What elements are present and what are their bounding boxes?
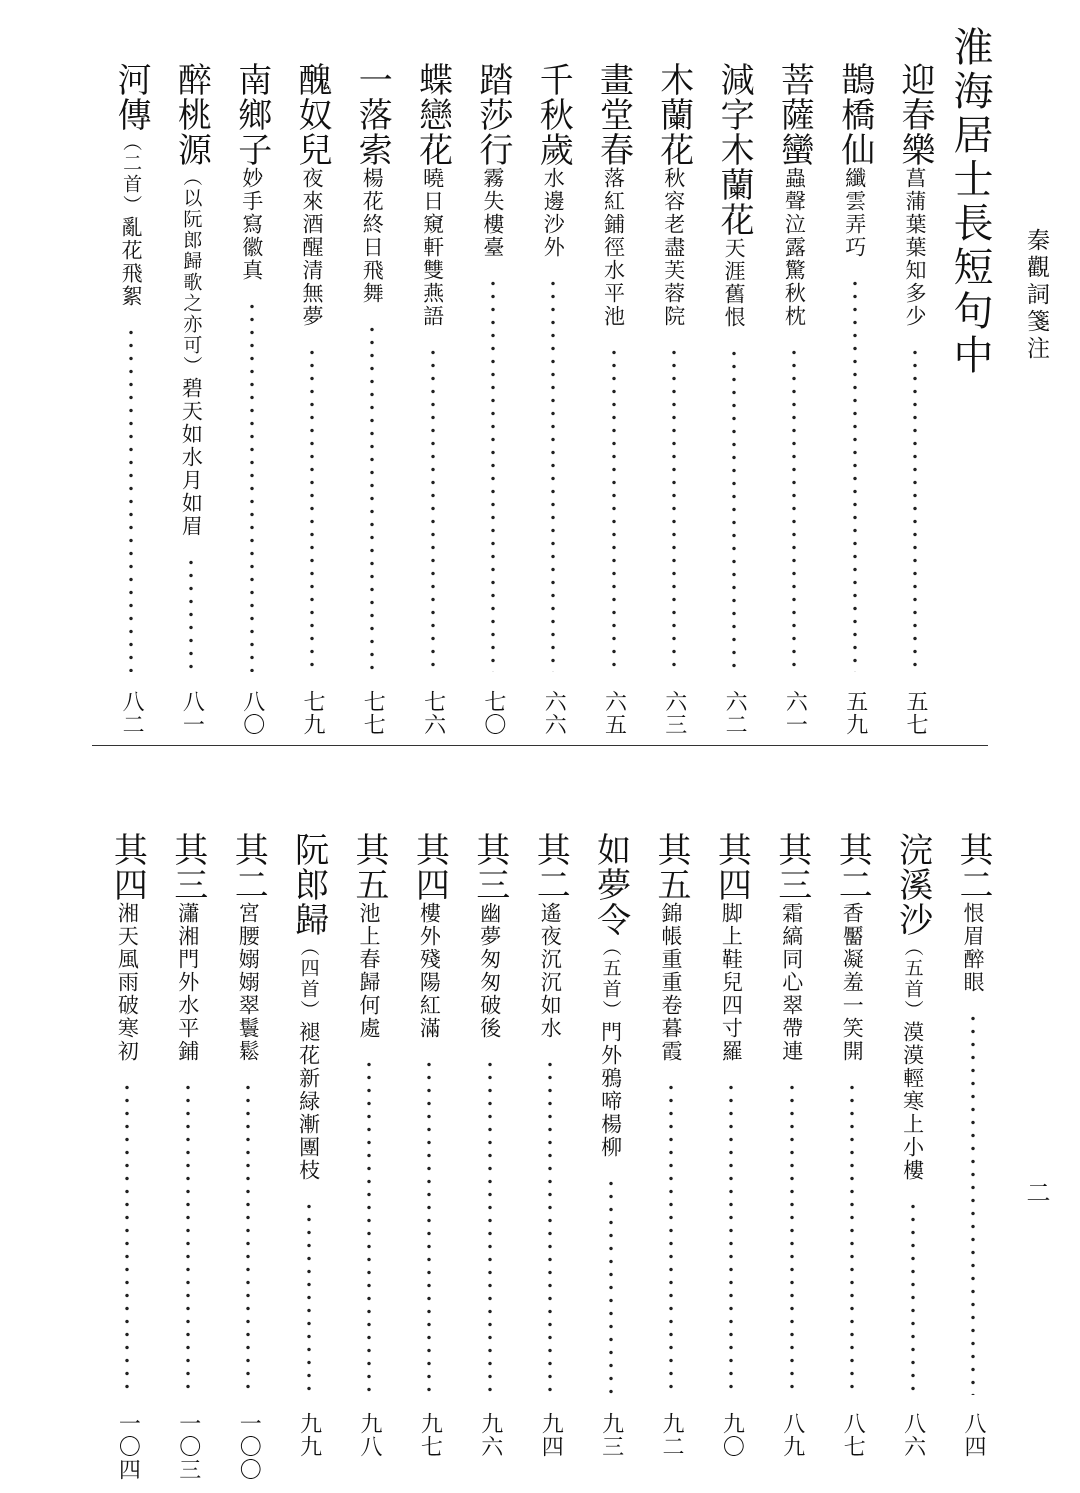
toc-entry[interactable]	[467, 0, 513, 1493]
entry-first-line: 水邊沙外	[541, 167, 566, 259]
entry-page-number: 九三	[598, 1412, 624, 1458]
toc-entry[interactable]	[346, 0, 392, 1493]
entry-first-line: 遙夜沉沉如水	[538, 902, 563, 1040]
toc-entry[interactable]	[104, 0, 150, 1493]
toc-entry-text	[527, 832, 573, 1040]
entry-title: 畫堂春	[593, 62, 634, 167]
entry-page-number: 九二	[659, 1412, 684, 1458]
entry-first-line: 幽夢匆匆破後	[477, 902, 502, 1040]
entry-first-line: 宮腰嫋嫋翠鬟鬆	[236, 902, 261, 1063]
entry-page-number: 九九	[296, 1412, 322, 1458]
toc-entry[interactable]	[527, 0, 573, 1493]
entry-first-line: 妙手寫徽真	[239, 167, 264, 282]
entry-page-number: 六五	[601, 690, 627, 736]
toc-entry[interactable]	[286, 0, 332, 1493]
entry-title: 其二	[953, 832, 993, 902]
entry-title: 鵲橋仙	[834, 62, 875, 167]
entry-page-number: 八四	[961, 1412, 986, 1458]
entry-page-number: 七六	[420, 690, 446, 736]
entry-title: 減字木蘭花	[714, 62, 755, 237]
entry-first-line: 天涯舊恨	[722, 237, 747, 329]
entry-title: 其五	[349, 832, 389, 902]
entry-title: 其三	[771, 832, 812, 902]
dot-leader	[911, 1200, 915, 1395]
entry-page-number: 八二	[119, 690, 145, 736]
entry-page-number: 九六	[477, 1412, 503, 1458]
entry-first-line: 門外鴉啼楊柳	[598, 1021, 623, 1159]
toc-entry[interactable]	[769, 0, 815, 1493]
entry-title: 阮郎歸	[288, 832, 329, 937]
entry-first-line: 亂花飛絮	[119, 216, 144, 308]
entry-first-line: 香靨凝羞一笑開	[840, 902, 865, 1063]
entry-page-number: 七〇	[480, 690, 506, 736]
entry-page-number: 六三	[661, 690, 687, 736]
toc-entry[interactable]	[890, 0, 936, 1493]
entry-page-number: 五九	[842, 690, 868, 736]
running-header: 秦觀詞箋注	[1023, 228, 1049, 363]
entry-first-line: 夜來酒醒清無夢	[300, 167, 324, 328]
dot-leader	[427, 1058, 431, 1395]
entry-paren-note: （五首）	[901, 937, 924, 1021]
entry-page-number: 六六	[541, 690, 567, 736]
entry-title: 蝶戀花	[412, 62, 453, 167]
toc-entry-text	[950, 832, 996, 994]
entry-page-number: 八七	[840, 1412, 866, 1458]
section-title: 淮海居士長短句中	[947, 26, 993, 378]
dot-leader	[609, 1177, 613, 1395]
toc-entry[interactable]	[950, 0, 996, 1493]
toc-entry[interactable]	[406, 0, 452, 1493]
entry-paren-note: （以阮郎歸歌之亦可）	[180, 167, 203, 377]
entry-first-line: 脚上鞋兒四寸羅	[719, 902, 744, 1063]
entry-title: 踏莎行	[472, 62, 513, 167]
entry-first-line: 蟲聲泣露驚秋枕	[782, 167, 807, 328]
dot-leader	[548, 1058, 552, 1395]
entry-title: 菩薩蠻	[774, 62, 815, 167]
entry-first-line: 菖蒲葉葉知多少	[903, 167, 927, 328]
entry-first-line: 楊花終日飛舞	[360, 167, 385, 305]
toc-entry-text	[648, 832, 694, 1063]
entry-first-line: 秋容老盡芙蓉院	[661, 167, 686, 328]
toc-entry-text	[406, 832, 452, 1040]
toc-entry-text	[829, 832, 875, 1063]
entry-first-line: 纖雲弄巧	[842, 167, 867, 259]
entry-title: 其三	[167, 832, 208, 902]
toc-entry-text	[708, 832, 754, 1063]
entry-page-number: 八一	[179, 690, 205, 736]
entry-first-line: 樓外殘陽紅滿	[417, 902, 442, 1040]
entry-first-line: 落紅鋪徑水平池	[601, 167, 626, 328]
entry-page-number: 八〇	[239, 690, 265, 736]
toc-entry-text	[165, 832, 211, 1063]
entry-page-number: 六一	[782, 690, 808, 736]
entry-title: 浣溪沙	[892, 832, 933, 937]
page-number: 二	[1022, 1180, 1050, 1204]
entry-title: 其二	[228, 832, 269, 902]
entry-page-number: 一〇三	[175, 1412, 201, 1481]
toc-entry[interactable]	[225, 0, 271, 1493]
entry-page-number: 九八	[357, 1412, 382, 1458]
entry-first-line: 霧失樓臺	[480, 167, 505, 259]
dot-leader	[307, 1200, 311, 1395]
entry-page-number: 一〇四	[115, 1412, 141, 1481]
entry-title: 醜奴兒	[292, 62, 332, 167]
entry-page-number: 九四	[538, 1412, 564, 1458]
entry-paren-note: （四首）	[297, 937, 320, 1021]
toc-entry[interactable]	[165, 0, 211, 1493]
entry-page-number: 九〇	[719, 1412, 745, 1458]
entry-page-number: 一〇〇	[236, 1412, 262, 1481]
entry-title: 其四	[107, 832, 148, 902]
entry-first-line: 霜縞同心翠帶連	[779, 902, 804, 1063]
entry-title: 其四	[711, 832, 752, 902]
entry-page-number: 七九	[300, 690, 325, 736]
toc-entry[interactable]	[829, 0, 875, 1493]
entry-title: 醉桃源	[171, 62, 212, 167]
entry-page-number: 五七	[903, 690, 928, 736]
entry-title: 一落索	[352, 62, 393, 167]
entry-page-number: 九七	[417, 1412, 443, 1458]
dot-leader	[729, 1081, 733, 1395]
entry-title: 迎春樂	[895, 62, 935, 167]
dot-leader	[246, 1081, 250, 1395]
entry-first-line: 瀟湘門外水平鋪	[175, 902, 200, 1063]
toc-entry[interactable]	[708, 0, 754, 1493]
entry-first-line: 褪花新緑漸團枝	[296, 1021, 321, 1182]
dot-leader	[125, 1081, 129, 1395]
toc-entry-text	[588, 832, 634, 1159]
entry-title: 其四	[409, 832, 450, 902]
dot-leader	[971, 1012, 975, 1395]
toc-entry-text	[769, 832, 815, 1063]
toc-entry-text	[286, 832, 332, 1182]
entry-page-number: 八九	[779, 1412, 805, 1458]
entry-first-line: 湘天風雨破寒初	[115, 902, 140, 1063]
entry-page-number: 八六	[900, 1412, 926, 1458]
entry-page-number: 七七	[360, 690, 386, 736]
toc-entry-text	[890, 832, 936, 1182]
entry-first-line: 錦帳重重卷暮霞	[659, 902, 683, 1063]
toc-entry[interactable]	[588, 0, 634, 1493]
entry-first-line: 曉日窺軒雙燕語	[420, 167, 445, 328]
entry-paren-note: （二首）	[120, 132, 143, 216]
entry-title: 千秋歲	[533, 62, 574, 167]
dot-leader	[850, 1081, 854, 1395]
toc-entry-text	[467, 832, 513, 1040]
entry-first-line: 恨眉醉眼	[961, 902, 985, 994]
dot-leader	[367, 1058, 371, 1395]
dot-leader	[488, 1058, 492, 1395]
toc-entry-text	[104, 832, 150, 1063]
entry-title: 其二	[832, 832, 873, 902]
dot-leader	[669, 1081, 673, 1395]
entry-title: 河傳	[111, 62, 152, 132]
entry-title: 如夢令	[590, 832, 631, 937]
dot-leader	[186, 1081, 190, 1395]
entry-page-number: 六二	[722, 690, 748, 736]
entry-paren-note: （五首）	[599, 937, 622, 1021]
entry-title: 南鄉子	[231, 62, 272, 167]
entry-title: 木蘭花	[653, 62, 694, 167]
toc-entry-text	[346, 832, 392, 1040]
entry-first-line: 池上春歸何處	[357, 902, 381, 1040]
entry-first-line: 碧天如水月如眉	[179, 377, 204, 538]
entry-title: 其三	[469, 832, 510, 902]
toc-entry[interactable]	[648, 0, 694, 1493]
entry-title: 其二	[530, 832, 571, 902]
toc-entry-text	[225, 832, 271, 1063]
entry-first-line: 漠漠輕寒上小樓	[900, 1021, 925, 1182]
entry-title: 其五	[651, 832, 691, 902]
dot-leader	[790, 1081, 794, 1395]
